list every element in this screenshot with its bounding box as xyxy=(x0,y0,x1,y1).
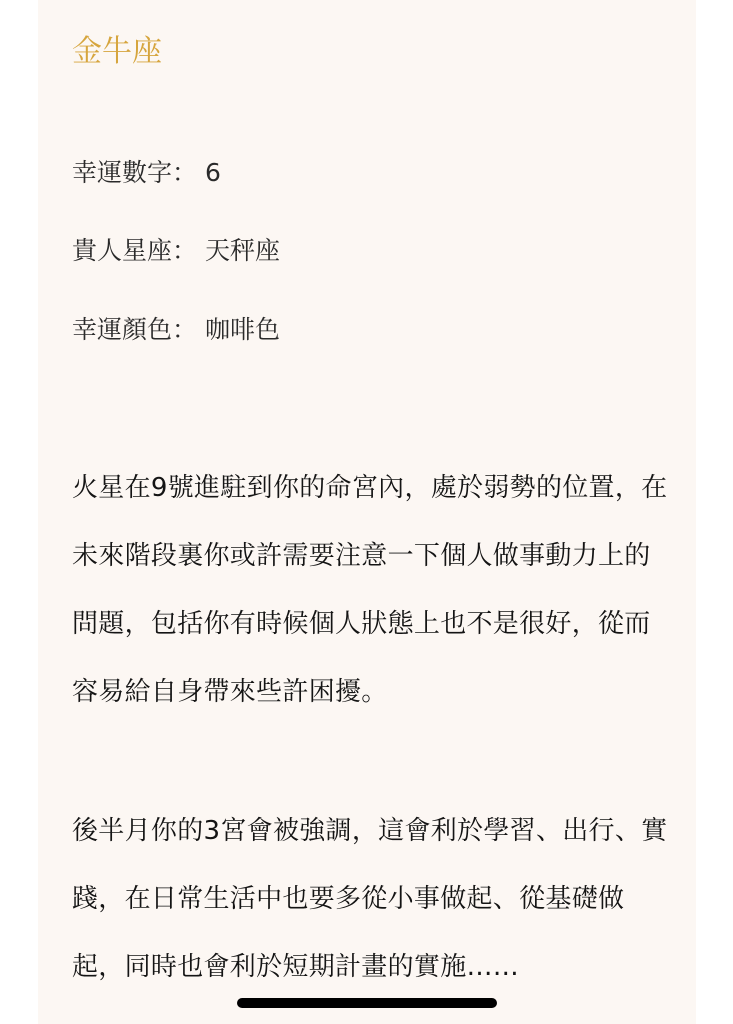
lucky-number-row xyxy=(72,153,221,193)
home-indicator[interactable] xyxy=(237,998,497,1008)
lucky-number-value: 6 xyxy=(205,158,221,187)
forecast-paragraph-1: 火星在9號進駐到你的命宮內，處於弱勢的位置，在未來階段裏你或許需要注意一下個人做事動力上的問題，包括你有時候個人狀態上也不是很好，從而容易給自身帶來些許困擾。 xyxy=(72,473,668,707)
forecast-paragraph-2: 後半月你的3宮會被強調，這會利於學習、出行、實踐，在日常生活中也要多從小事做起、從基礎做起，同時也會利於短期計畫的實施…… xyxy=(72,816,668,982)
lucky-color-value: 咖啡色 xyxy=(205,315,281,344)
noble-sign-label: 貴人星座： xyxy=(72,236,198,265)
noble-sign-value: 天秤座 xyxy=(205,236,281,265)
sign-title: 金牛座 xyxy=(72,34,162,69)
lucky-number-label: 幸運數字： xyxy=(72,158,198,187)
lucky-color-row xyxy=(72,310,280,350)
lucky-color-label: 幸運顏色： xyxy=(72,315,198,344)
noble-sign-row xyxy=(72,231,280,271)
horoscope-card xyxy=(38,0,696,1024)
